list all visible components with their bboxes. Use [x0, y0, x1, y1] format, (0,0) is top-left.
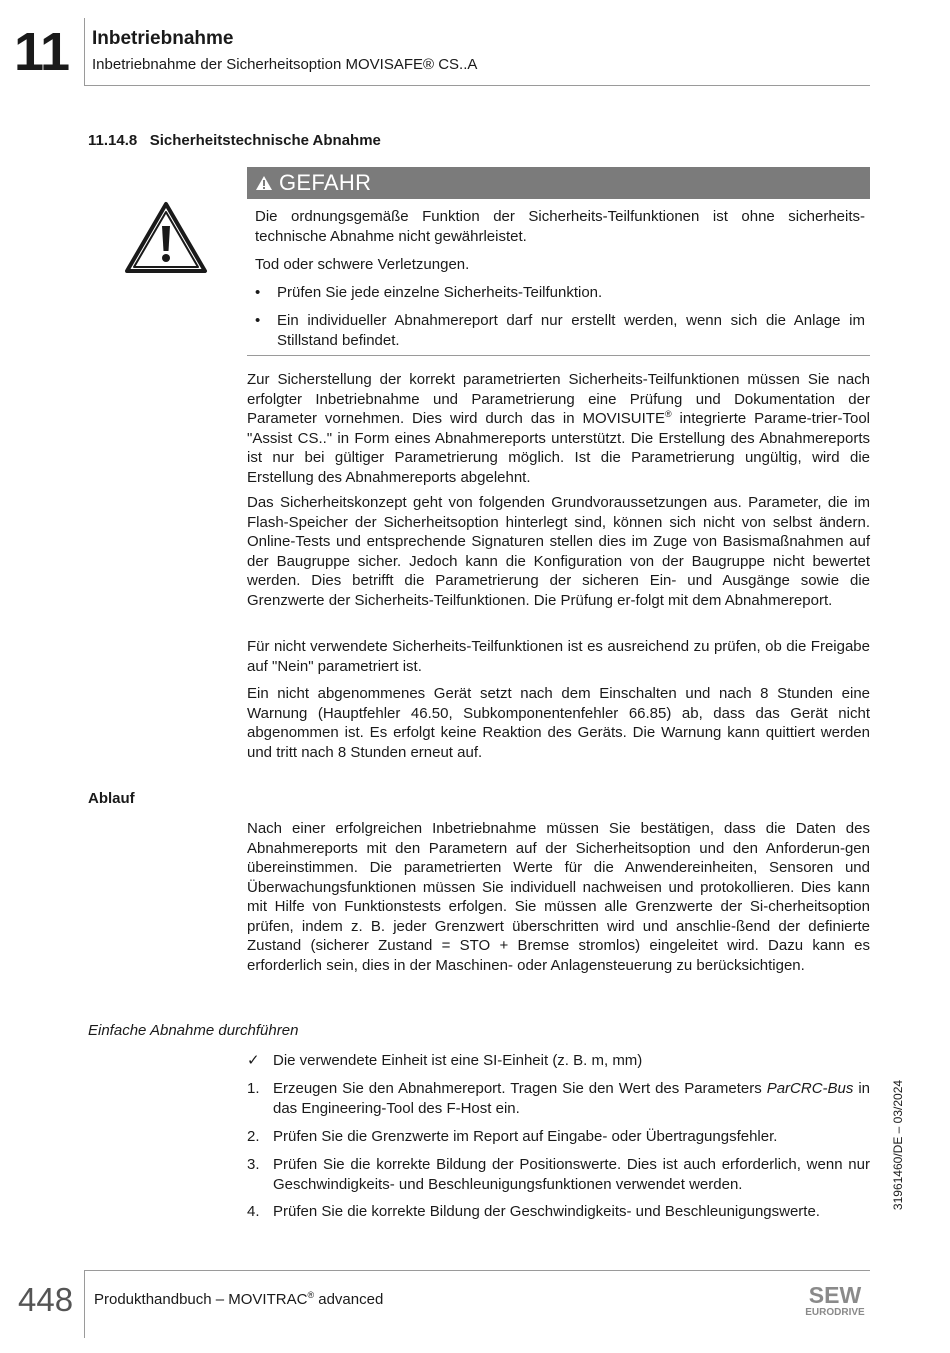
footer-text: Produkthandbuch – MOVITRAC® advanced	[94, 1290, 384, 1308]
procedure-step: 2. Prüfen Sie die Grenzwerte im Report auf Eingabe- oder Übertragungsfehler.	[247, 1128, 778, 1145]
warning-consequence: Tod oder schwere Verletzungen.	[255, 256, 470, 273]
body-paragraph: Für nicht verwendete Sicherheits-Teilfunktionen ist es ausreichend zu prüfen, ob die Freigabe auf "Nein" parametriert ist.	[247, 638, 870, 675]
procedure-step: 3. Prüfen Sie die korrekte Bildung der Positionswerte. Dies ist auch erforderlich, wenn nur Geschwindigkeits- und Beschleunigungsfunktionen verwendet werden.	[247, 1156, 870, 1193]
procedure-step: 1. Erzeugen Sie den Abnahmereport. Tragen Sie den Wert des Parameters ParCRC-Bus in das Engineering-Tool des F-Host ein.	[247, 1080, 871, 1117]
header-divider-horizontal	[84, 85, 870, 86]
ablauf-paragraph: Nach einer erfolgreichen Inbetriebnahme müssen Sie bestätigen, dass die Daten des Abnahmereports mit den Parametern auf der Sicherheitsoption und den Anforderun-gen übereinstimmen. Die parametrierten Werte für die Anwendereinheiten, Sensoren und Überwachungsfunktionen müssen Sie individuell nachweisen und protokollieren. Dies kann mit Hilfe von Funktionstests erfolgen. Sie müssen alle Grenzwerte der Si-cherheitsoption prüfen, indem z. B. jeder Grenzwert überschritten wird und anschlie-ßend der definierte Zustand (sicherer Zustand = STO + Bremse stromlos) eingeleitet wird. Dazu kann es erforderlich sein, dies in der Maschinen- oder Anlagensteuerung zu berücksichtigen.	[247, 820, 870, 974]
procedure-step: 4. Prüfen Sie die korrekte Bildung der Geschwindigkeits- und Beschleunigungswerte.	[247, 1203, 820, 1220]
section-heading: 11.14.8 Sicherheitstechnische Abnahme	[88, 132, 381, 149]
procedure-heading: Einfache Abnahme durchführen	[88, 1022, 299, 1039]
body-paragraph: Zur Sicherstellung der korrekt parametrierten Sicherheits-Teilfunktionen müssen Sie nach erfolgter Inbetriebnahme und Parametrierung eine Prüfung und Dokumentation der Parameter vornehmen. Dies wird durch das in MOVISUITE® integrierte Parame-trier-Tool "Assist CS.." in Form eines Abnahmereports unterstützt. Die Erstellung des Abnahmereports ist nur bei gültiger Parametrierung möglich. Ist die Parametrierung ungültig, wird die Erstellung des Abnahmereports abgelehnt.	[247, 371, 870, 486]
header-subtitle: Inbetriebnahme der Sicherheitsoption MOVISAFE® CS..A	[92, 56, 478, 73]
footer-divider-vertical	[84, 1270, 85, 1338]
ablauf-heading: Ablauf	[88, 790, 135, 807]
warning-description: Die ordnungsgemäße Funktion der Sicherheits-Teilfunktionen ist ohne sicherheits-technische Abnahme nicht gewährleistet.	[255, 208, 865, 245]
sew-eurodrive-logo	[800, 1283, 870, 1317]
warning-measure: • Ein individueller Abnahmereport darf nur erstellt werden, wenn sich die Anlage im Stillstand befindet.	[255, 312, 865, 349]
check-icon: ✓	[247, 1052, 260, 1069]
page-number: 448	[18, 1281, 74, 1318]
svg-text:SEW: SEW	[808, 1283, 862, 1308]
warning-label: GEFAHR	[279, 170, 372, 195]
document-code: 31961460/DE – 03/2024	[891, 1079, 905, 1211]
warning-small-icon	[255, 175, 273, 191]
warning-measure: • Prüfen Sie jede einzelne Sicherheits-Teilfunktion.	[255, 284, 603, 301]
svg-text:EURODRIVE: EURODRIVE	[805, 1307, 865, 1317]
body-paragraph: Ein nicht abgenommenes Gerät setzt nach dem Einschalten und nach 8 Stunden eine Warnung (Hauptfehler 46.50, Subkomponentenfehler 66.85) ab, dass das Gerät nicht abgenommen ist. Es erfolgt keine Reaktion des Geräts. Die Warnung kann quittiert werden und tritt nach 8 Stunden erneut auf.	[247, 685, 870, 761]
warning-divider	[247, 355, 870, 356]
footer-divider-horizontal	[84, 1270, 870, 1271]
bullet-icon: •	[255, 284, 261, 301]
body-paragraph: Das Sicherheitskonzept geht von folgenden Grundvoraussetzungen aus. Parameter, die im Flash-Speicher der Sicherheitsoption hinterlegt sind, können sich nicht von selbst ändern. Online-Tests und entsprechende Signaturen stellen dies im Zuge von Basismaßnahmen auf der Baugruppe sicher. Jedoch kann die Konfiguration von der Baugruppe nicht bewertet werden. Dies betrifft die Parametrierung der sicheren Ein- und Ausgänge sowie die Grenzwerte der Sicherheits-Teilfunktionen. Die Prüfung er-folgt mit dem Abnahmereport.	[247, 494, 870, 609]
header-divider-vertical	[84, 18, 85, 86]
bullet-icon: •	[255, 312, 261, 329]
warning-triangle-icon	[124, 201, 208, 275]
precondition-item: ✓ Die verwendete Einheit ist eine SI-Einheit (z. B. m, mm)	[247, 1052, 643, 1069]
chapter-number: 11	[14, 22, 70, 82]
warning-bar	[247, 167, 870, 199]
header-title: Inbetriebnahme	[92, 28, 234, 49]
